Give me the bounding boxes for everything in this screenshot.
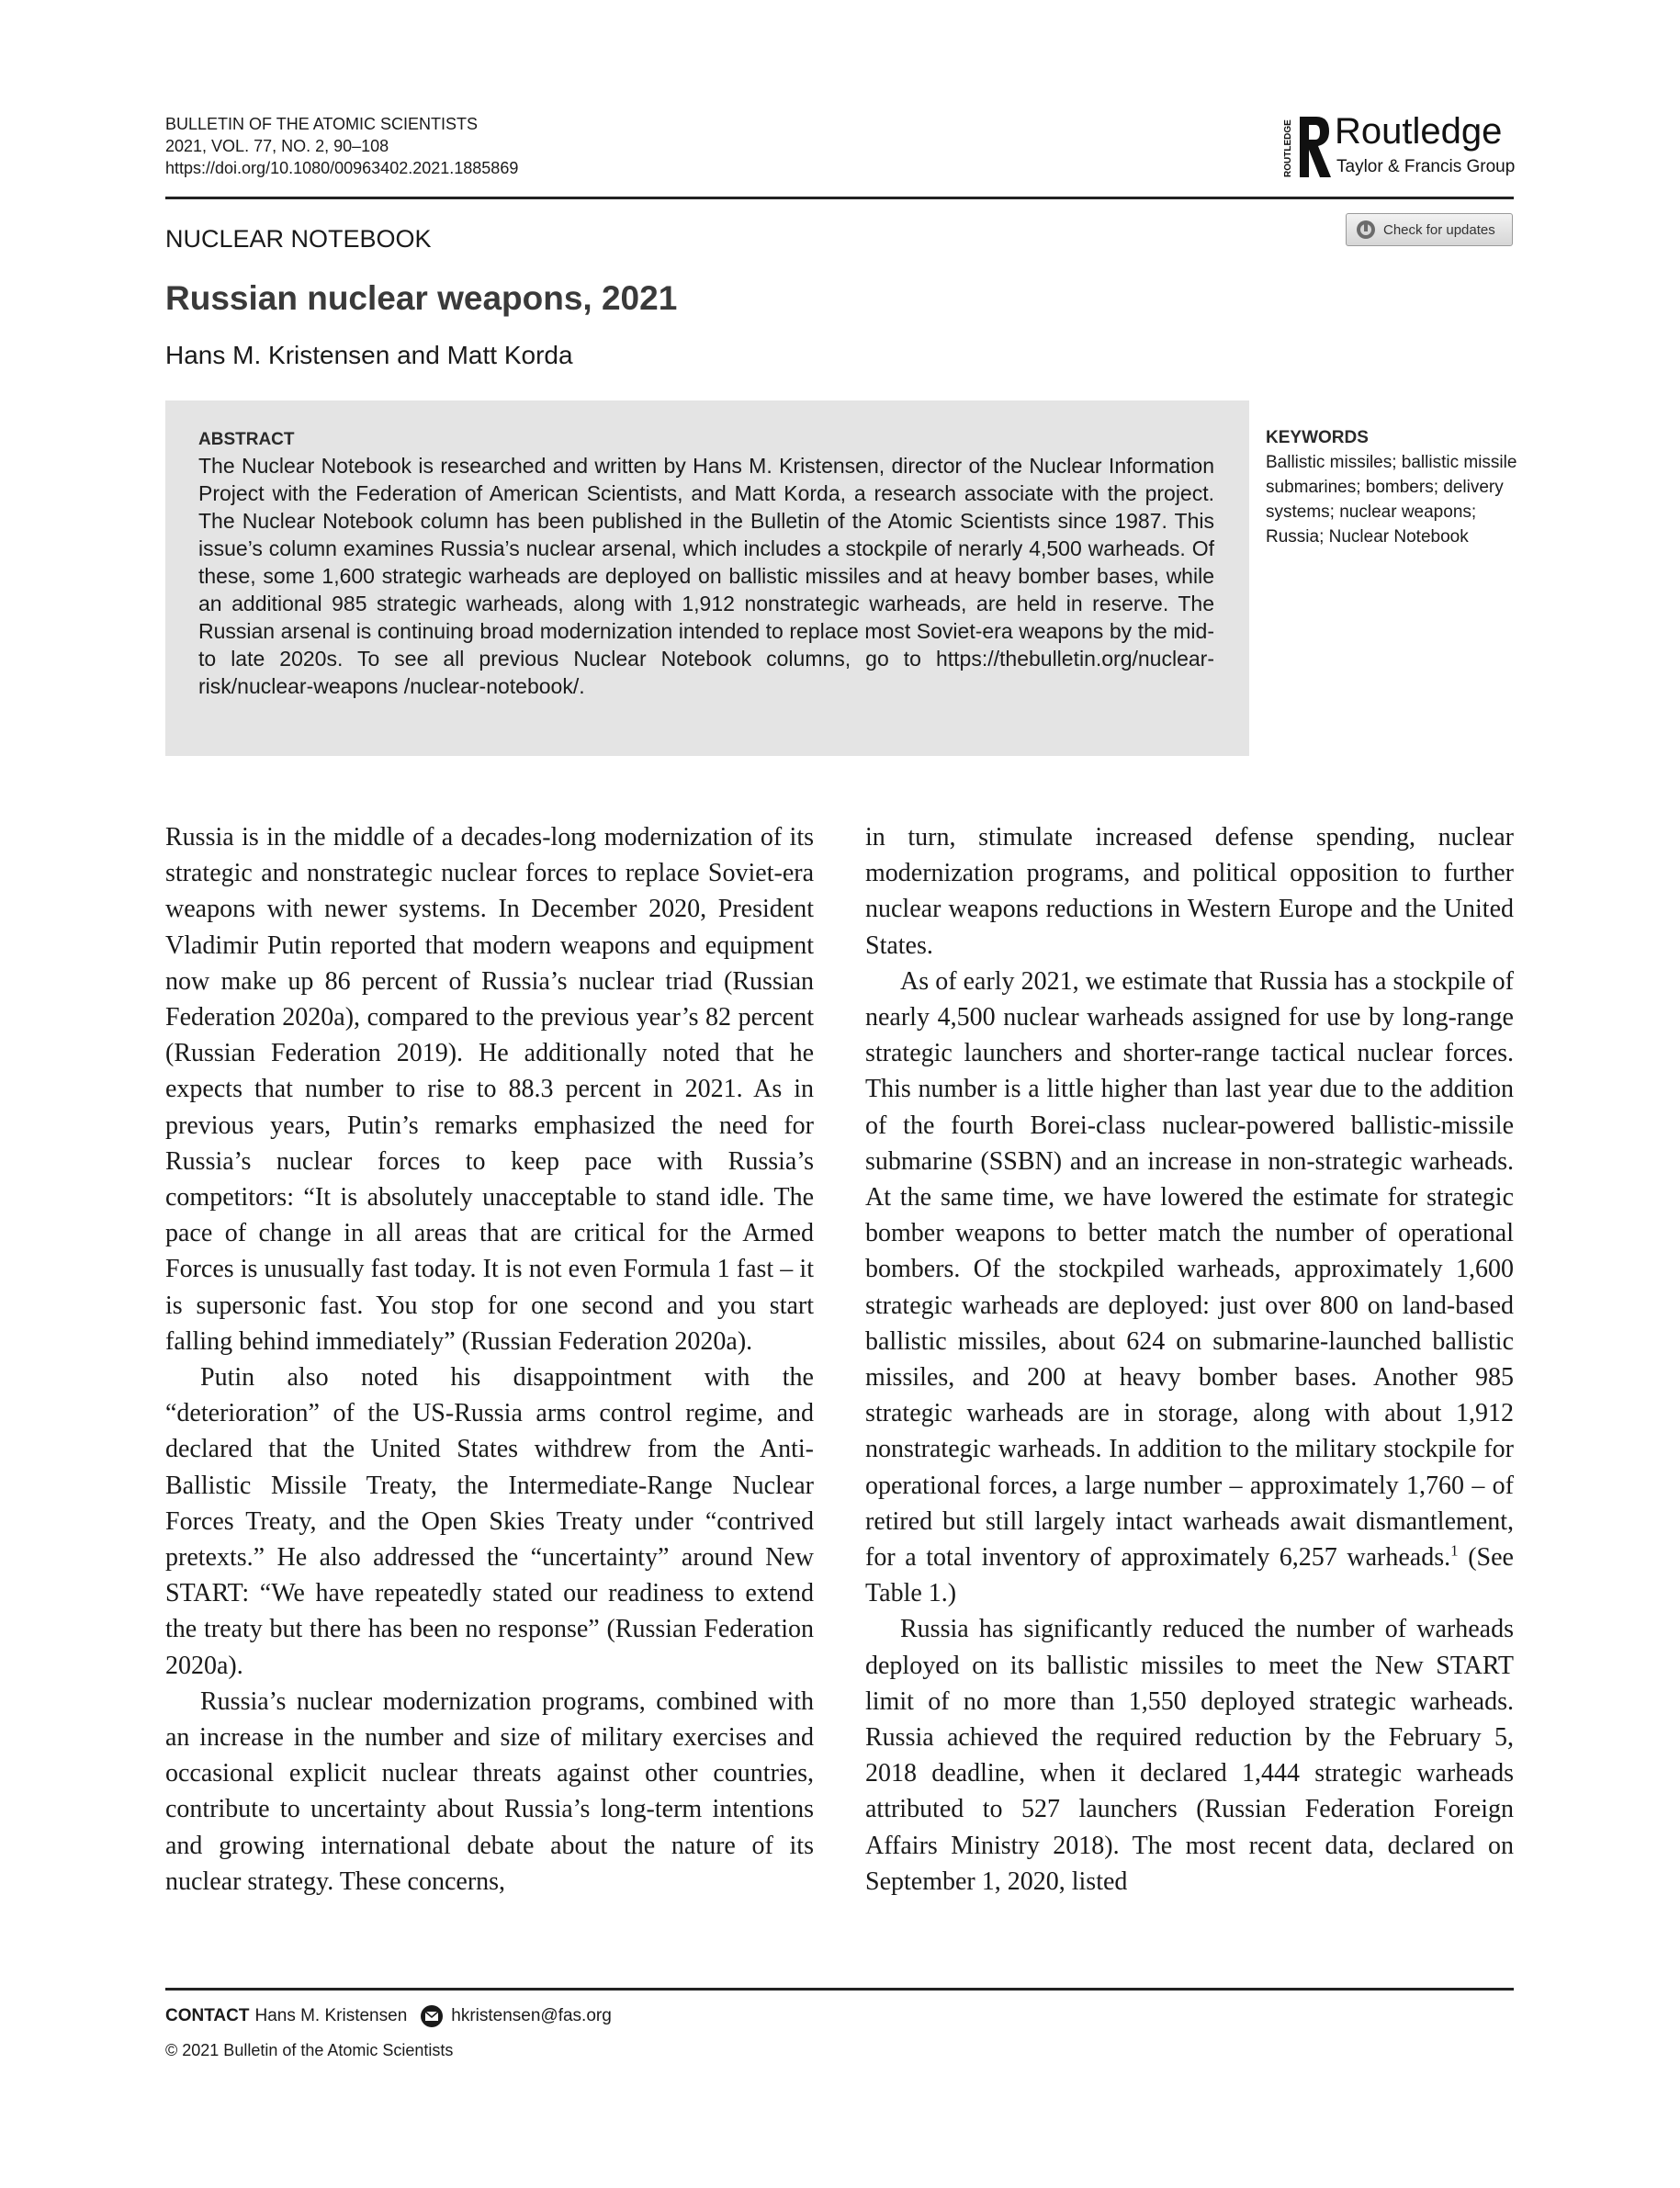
envelope-icon xyxy=(418,2004,445,2028)
body-paragraph xyxy=(865,964,1514,1612)
svg-text:ROUTLEDGE: ROUTLEDGE xyxy=(1283,119,1293,177)
publisher-name: Routledge xyxy=(1335,111,1503,152)
doi-link[interactable]: https://doi.org/10.1080/00963402.2021.1885869 xyxy=(165,159,519,177)
publisher-logo xyxy=(1280,111,1518,185)
body-paragraph: in turn, stimulate increased defense spending, nuclear modernization programs, and political opposition to further nuclear weapons reductions in Western Europe and the United States. xyxy=(865,823,1514,960)
routledge-r-logo-icon xyxy=(1296,113,1333,181)
keywords-panel xyxy=(1266,428,1532,549)
crossmark-icon xyxy=(1356,220,1376,240)
footnote-marker[interactable]: 1 xyxy=(1450,1541,1459,1560)
check-for-updates-label: Check for updates xyxy=(1383,221,1495,238)
body-left-column xyxy=(165,819,814,1900)
abstract-box xyxy=(165,400,1249,756)
keywords-text: Ballistic missiles; ballistic missile submarines; bombers; delivery systems; nuclear weapons; Russia; Nuclear Notebook xyxy=(1266,453,1517,547)
publisher-group: Taylor & Francis Group xyxy=(1336,157,1516,176)
contact-name: Hans M. Kristensen xyxy=(254,2006,408,2025)
body-paragraph-text: As of early 2021, we estimate that Russia has a stockpile of nearly 4,500 nuclear warheads assigned for use by long-range strategic launchers and shorter-range tactical nuclear forces. This number is a little higher than last year due to the addition of the fourth Borei-class nuclear-powered ballistic-missile submarine (SSBN) and an increase in non-strategic warheads. At the same time, we have lowered the estimate for strategic bomber weapons to better match the number of operational bombers. Of the stockpiled warheads, approximately 1,600 strategic warheads are deployed: just over 800 on land-based ballistic missiles, about 624 on submarine-launched ballistic missiles, and 200 at heavy bomber bases. Another 985 strategic warheads are in storage, along with about 1,912 nonstrategic warheads. In addition to the military stockpile for operational forces, a large number – approximately 1,760 – of retired but still largely intact warheads await dismantlement, for a total inventory of approximately 6,257 warheads. xyxy=(865,966,1514,1573)
journal-info xyxy=(165,113,518,179)
logo-vertical-text xyxy=(1280,113,1294,179)
body-paragraph: Russia’s nuclear modernization programs, combined with an increase in the number and size of military exercises and occasional explicit nuclear threats against other countries, contribute to uncertainty about Russia’s long-term intentions and growing international debate about the nature of its nuclear strategy. These concerns, xyxy=(165,1686,814,1896)
header-rule xyxy=(165,197,1514,199)
body-paragraph: Russia has significantly reduced the number of warheads deployed on its ballistic missiles to meet the New START limit of no more than 1,550 deployed strategic warheads. Russia achieved the required reduction by the February 5, 2018 deadline, when it declared 1,444 strategic warheads attributed to 527 launchers (Russian Federation Foreign Affairs Ministry 2018). The most recent data, declared on September 1, 2020, listed xyxy=(865,1615,1514,1896)
body-paragraph: Putin also noted his disappointment with the “deterioration” of the US-Russia arms control regime, and declared that the United States withdrew from the Anti-Ballistic Missile Treaty, the Intermediate-Range Nuclear Forces Treaty, and the Open Skies Treaty under “contrived pretexts.” He also addressed the “uncertainty” around New START: “We have repeatedly stated our readiness to extend the treaty but there has been no response” (Russian Federation 2020a). xyxy=(165,1363,814,1680)
abstract-text: The Nuclear Notebook is researched and written by Hans M. Kristensen, director of the Nuclear Information Project with the Federation of American Scientists, and Matt Korda, a research associate with the project. The Nuclear Notebook column has been published in the Bulletin of the Atomic Scientists since 1987. This issue’s column examines Russia’s nuclear arsenal, which includes a stockpile of nerarly 4,500 warheads. Of these, some 1,600 strategic warheads are deployed on ballistic missiles and at heavy bomber bases, while an additional 985 strategic warheads, along with 1,912 nonstrategic warheads, are held in reserve. The Russian arsenal is continuing broad modernization intended to replace most Soviet-era weapons by the mid- to late 2020s. To see all previous Nuclear Notebook columns, go to https://thebulletin.org/nuclear-risk/nuclear-weapons /nuclear-notebook/. xyxy=(198,454,1214,698)
keywords-heading: KEYWORDS xyxy=(1266,428,1369,447)
contact-heading: CONTACT xyxy=(165,2006,250,2025)
check-for-updates-button[interactable] xyxy=(1346,213,1513,246)
body-right-column xyxy=(865,819,1514,1900)
volume-info: 2021, VOL. 77, NO. 2, 90–108 xyxy=(165,137,389,155)
article-title: Russian nuclear weapons, 2021 xyxy=(165,279,678,317)
abstract-heading: ABSTRACT xyxy=(198,430,295,449)
article-authors: Hans M. Kristensen and Matt Korda xyxy=(165,341,573,369)
body-paragraph: Russia is in the middle of a decades-long modernization of its strategic and nonstrategic nuclear forces to replace Soviet-era weapons with newer systems. In December 2020, President Vladimir Putin reported that modern weapons and equipment now make up 86 percent of Russia’s nuclear triad (Russian Federation 2020a), compared to the previous year’s 82 percent (Russian Federation 2019). He additionally noted that he expects that number to rise to 88.3 percent in 2021. As in previous years, Putin’s remarks emphasized the need for Russia’s nuclear forces to keep pace with Russia’s competitors: “It is absolutely unacceptable to stand idle. The pace of change in all areas that are critical for the Armed Forces is unusually fast today. It is not even Formula 1 fast – it is supersonic fast. You stop for one second and you start falling behind immediately” (Russian Federation 2020a). xyxy=(165,823,814,1356)
contact-line xyxy=(165,2004,612,2028)
footer-rule xyxy=(165,1988,1514,1991)
journal-name: BULLETIN OF THE ATOMIC SCIENTISTS xyxy=(165,115,479,133)
body-paragraph-tail: (See Table 1.) xyxy=(865,1543,1514,1608)
copyright-notice: © 2021 Bulletin of the Atomic Scientists xyxy=(165,2041,454,2059)
section-label: NUCLEAR NOTEBOOK xyxy=(165,225,432,253)
contact-email[interactable]: hkristensen@fas.org xyxy=(451,2006,612,2025)
